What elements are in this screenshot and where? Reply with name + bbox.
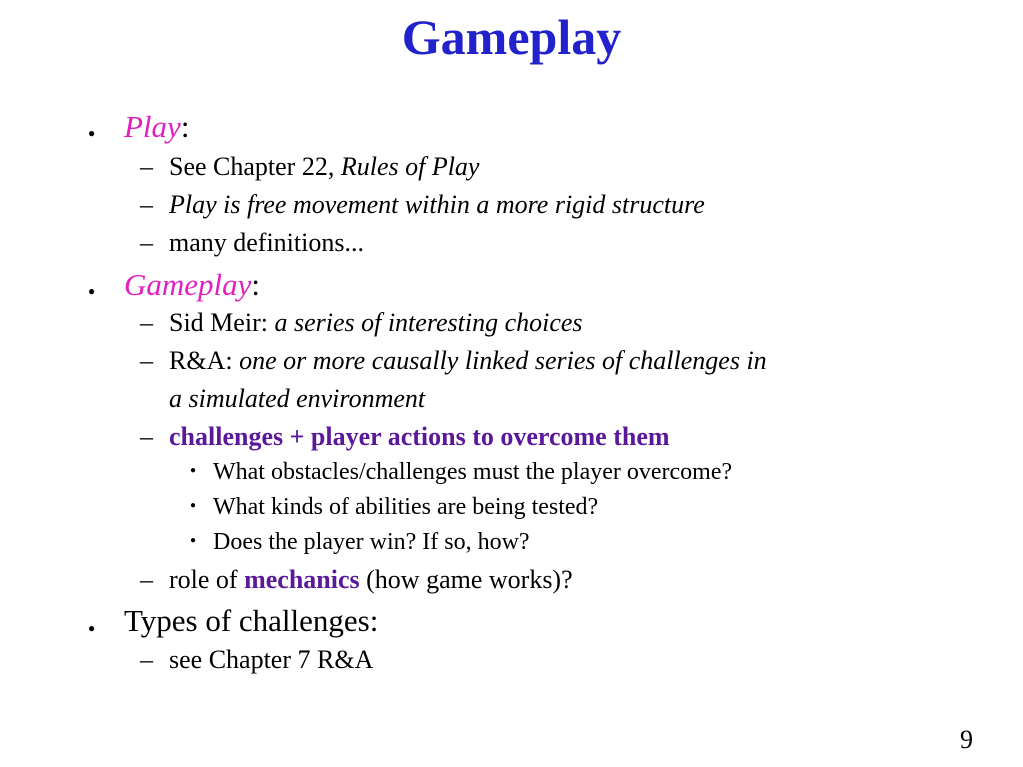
bullet-icon: ● — [88, 621, 96, 635]
play-heading — [124, 111, 189, 142]
gameplay-sub2-prefix: R&A: — [169, 346, 240, 375]
gameplay-sub3: challenges + player actions to overcome them — [169, 422, 670, 451]
play-term: Play — [124, 109, 181, 144]
gameplay-heading — [124, 269, 260, 300]
bullet-icon: ● — [190, 500, 197, 511]
types-sub1: see Chapter 7 R&A — [169, 645, 374, 674]
gameplay-sub1-quote: a series of interesting choices — [274, 308, 583, 337]
dash-icon: – — [140, 346, 153, 375]
gameplay-sub3-q3: Does the player win? If so, how? — [213, 529, 530, 555]
gameplay-sub4-term: mechanics — [244, 565, 360, 594]
play-sub1-prefix: See Chapter 22, — [169, 152, 341, 181]
bullet-icon: ● — [190, 535, 197, 546]
gameplay-sub3-q2: What kinds of abilities are being tested? — [213, 494, 599, 520]
gameplay-sub1 — [169, 310, 583, 336]
play-sub3: many definitions... — [169, 228, 364, 257]
gameplay-term: Gameplay — [124, 267, 252, 302]
gameplay-sub4-suffix: (how game works)? — [359, 565, 573, 594]
colon: : — [180, 109, 190, 144]
gameplay-sub2-line1 — [169, 348, 767, 374]
gameplay-sub2-quote-line1: one or more causally linked series of challenges in — [239, 346, 767, 375]
gameplay-sub1-prefix: Sid Meir: — [169, 308, 275, 337]
slide-title: Gameplay — [401, 9, 622, 65]
play-sub1-book: Rules of Play — [340, 152, 480, 181]
dash-icon: – — [140, 190, 153, 219]
bullet-icon: ● — [88, 126, 96, 140]
colon: : — [251, 267, 261, 302]
dash-icon: – — [140, 422, 153, 451]
dash-icon: – — [140, 308, 153, 337]
bullet-icon: ● — [88, 284, 96, 298]
gameplay-sub4-prefix: role of — [169, 565, 245, 594]
dash-icon: – — [140, 152, 153, 181]
dash-icon: – — [140, 228, 153, 257]
gameplay-sub3-q1: What obstacles/challenges must the player overcome? — [213, 459, 733, 485]
bullet-icon: ● — [190, 465, 197, 476]
gameplay-sub2-line2: a simulated environment — [169, 384, 426, 413]
types-heading: Types of challenges: — [124, 603, 379, 638]
page-number: 9 — [960, 725, 973, 754]
dash-icon: – — [140, 645, 153, 674]
play-sub1 — [169, 154, 479, 180]
dash-icon: – — [140, 565, 153, 594]
play-sub2: Play is free movement within a more rigid structure — [169, 190, 705, 219]
gameplay-sub4 — [169, 567, 573, 593]
